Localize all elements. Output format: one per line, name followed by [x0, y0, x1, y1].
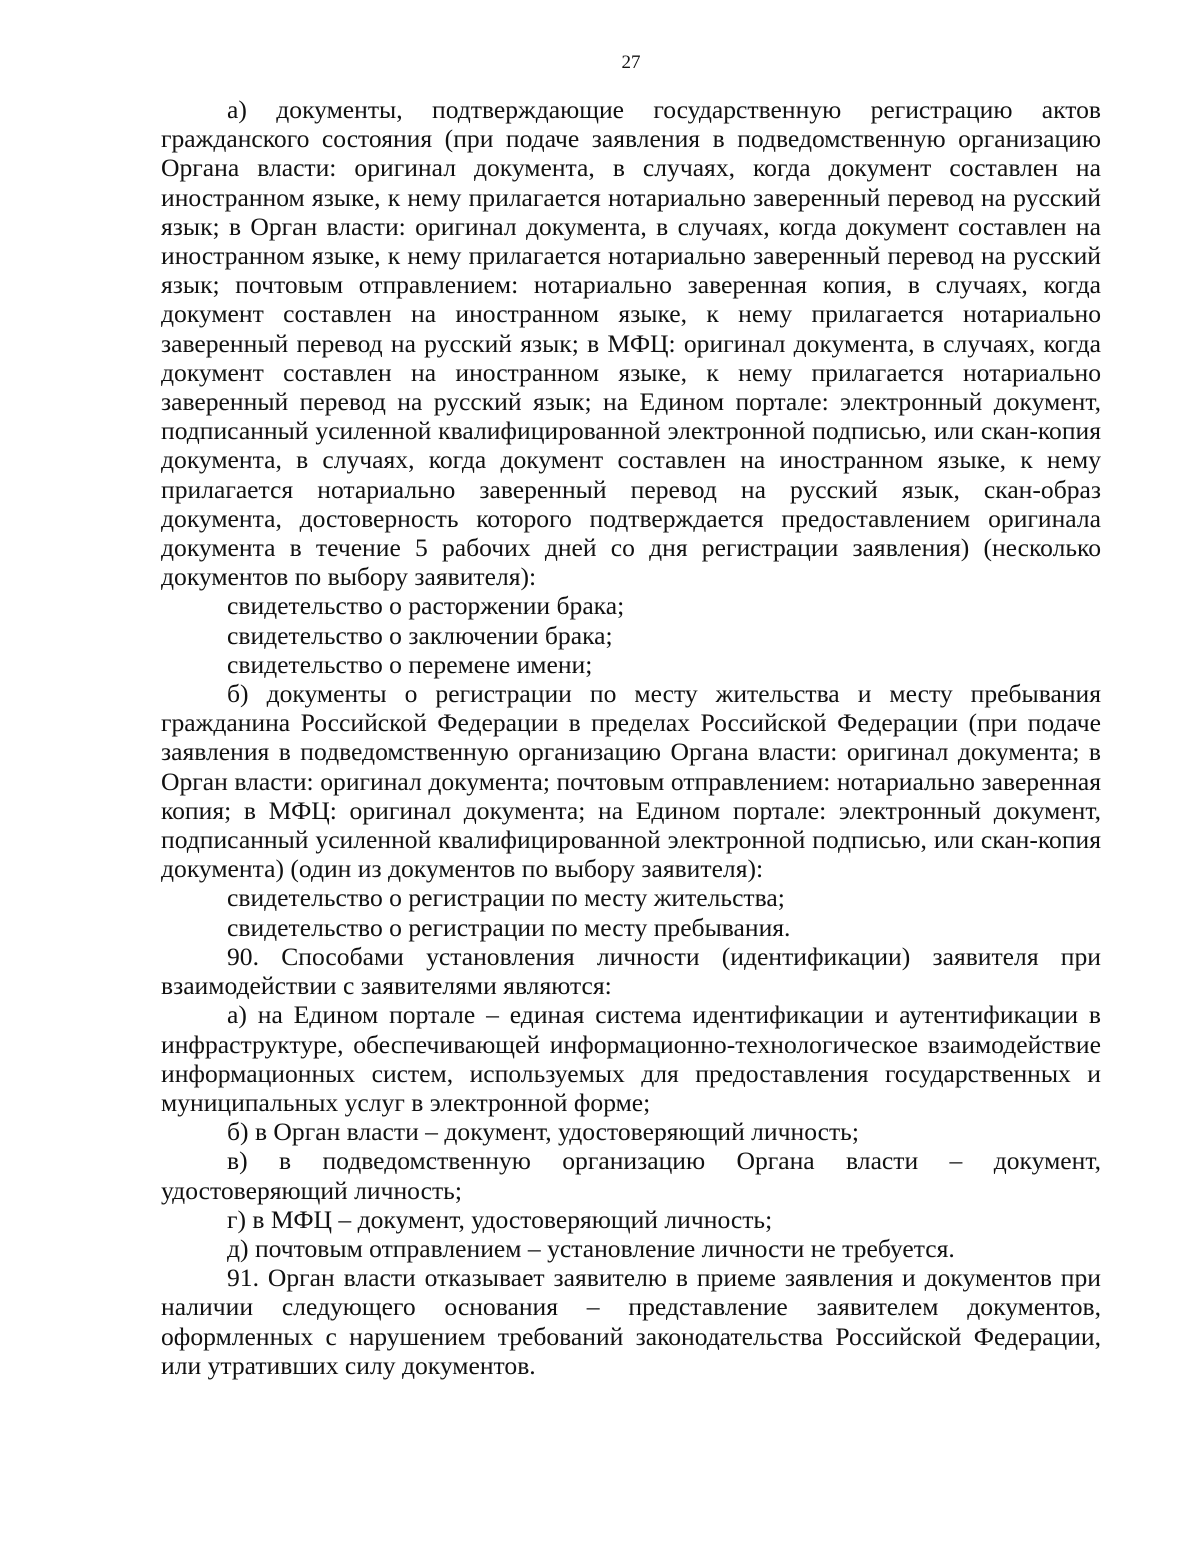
document-body	[161, 95, 1101, 1380]
paragraph-90g-mfc: г) в МФЦ – документ, удостоверяющий личность;	[227, 1204, 773, 1234]
list-item-marriage-certificate: свидетельство о заключении брака;	[227, 620, 613, 650]
paragraph-90d-postal: д) почтовым отправлением – установление личности не требуется.	[227, 1233, 955, 1263]
list-item-stay-registration: свидетельство о регистрации по месту пребывания.	[227, 912, 791, 942]
paragraph-90a-unified-portal: а) на Едином портале – единая система идентификации и аутентификации в инфраструктуре, обеспечивающей информационно-технологическое взаимодействие информационных систем, используемых для предоставления государственных и муниципальных услуг в электронной форме;	[161, 1000, 1101, 1117]
paragraph-90b-authority: б) в Орган власти – документ, удостоверяющий личность;	[227, 1117, 859, 1147]
paragraph-a-civil-status-documents: а) документы, подтверждающие государственную регистрацию актов гражданского состояния (при подаче заявления в подведомственную организацию Органа власти: оригинал документа, в случаях, когда документ составлен на иностранном языке, к нему прилагается нотариально заверенный перевод на русский язык; в Орган власти: оригинал документа, в случаях, когда документ составлен на иностранном языке, к нему прилагается нотариально заверенный перевод на русский язык; почтовым отправлением: нотариально заверенная копия, в случаях, когда документ составлен на иностранном языке, к нему прилагается нотариально заверенный перевод на русский язык; в МФЦ: оригинал документа, в случаях, когда документ составлен на иностранном языке, к нему прилагается нотариально заверенный перевод на русский язык; на Едином портале: электронный документ, подписанный усиленной квалифицированной электронной подписью, или скан-копия документа, в случаях, когда документ составлен на иностранном языке, к нему прилагается нотариально заверенный перевод на русский язык, скан-образ документа, достоверность которого подтверждается предоставлением оригинала документа в течение 5 рабочих дней со дня регистрации заявления) (несколько документов по выбору заявителя):	[161, 95, 1101, 592]
paragraph-b-registration-documents: б) документы о регистрации по месту жительства и месту пребывания гражданина Российской Федерации в пределах Российской Федерации (при подаче заявления в подведомственную организацию Органа власти: оригинал документа; в Орган власти: оригинал документа; почтовым отправлением: нотариально заверенная копия; в МФЦ: оригинал документа; на Едином портале: электронный документ, подписанный усиленной квалифицированной электронной подписью, или скан-копия документа) (один из документов по выбору заявителя):	[161, 679, 1101, 884]
list-item-residence-registration: свидетельство о регистрации по месту жительства;	[227, 883, 785, 913]
list-item-name-change-certificate: свидетельство о перемене имени;	[227, 649, 593, 679]
page-number: 27	[621, 52, 641, 73]
paragraph-90-identification-methods: 90. Способами установления личности (идентификации) заявителя при взаимодействии с заявителями являются:	[161, 941, 1101, 1001]
paragraph-91-refusal-grounds: 91. Орган власти отказывает заявителю в приеме заявления и документов при наличии следующего основания – представление заявителем документов, оформленных с нарушением требований законодательства Российской Федерации, или утративших силу документов.	[161, 1263, 1101, 1380]
paragraph-90v-subordinate-organization: в) в подведомственную организацию Органа власти – документ, удостоверяющий личность;	[161, 1146, 1101, 1205]
list-item-divorce-certificate: свидетельство о расторжении брака;	[227, 591, 625, 621]
